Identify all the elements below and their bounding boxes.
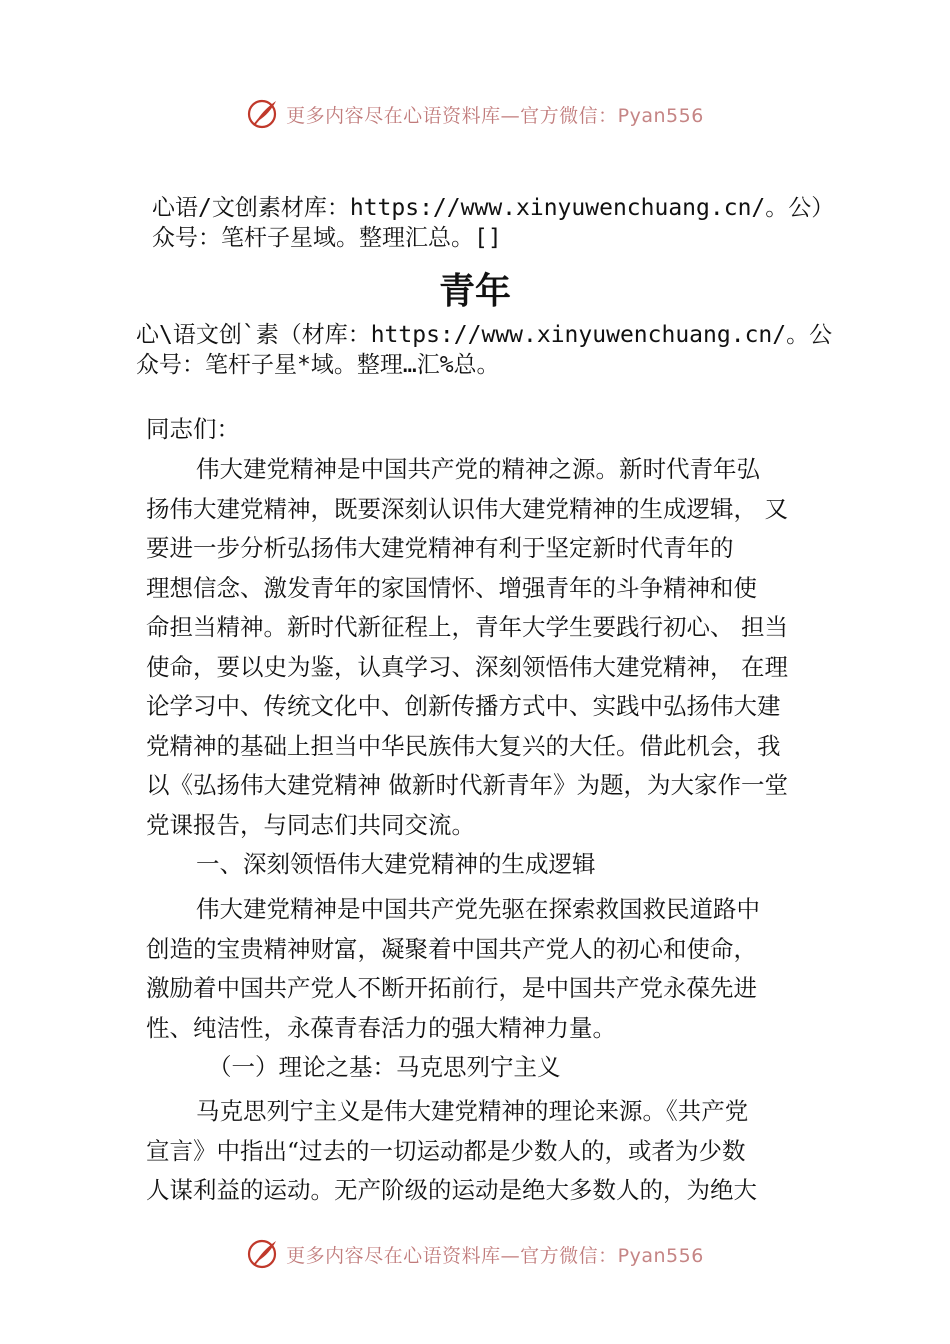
paragraph-line: 论学习中、传统文化中、创新传播方式中、实践中弘扬伟大建 xyxy=(146,692,781,720)
section-heading-2 xyxy=(146,1048,836,1088)
paragraph-line: 性、纯洁性，永葆青春活力的强大精神力量。 xyxy=(146,1013,616,1042)
section-heading-text: 一、深刻领悟伟大建党精神的生成逻辑 xyxy=(196,850,596,878)
paragraph-line: 宣言》中指出“过去的一切运动都是少数人的，或者为少数 xyxy=(146,1136,746,1165)
paragraph-line: 命担当精神。新时代新征程上，青年大学生要践行初心、 担当 xyxy=(146,613,788,641)
quill-logo-icon xyxy=(246,1237,280,1271)
source-note-1-line-2: 众号：笔杆子星域。整理汇总。[] xyxy=(152,225,502,251)
section-heading-text: （一）理论之基：马克思列宁主义 xyxy=(208,1053,561,1081)
source-note-1 xyxy=(152,193,834,253)
document-title: 青年 xyxy=(438,270,511,312)
watermark-text xyxy=(286,1241,704,1268)
source-note-2-line-2: 众号：笔杆子星*域。整理…汇%总。 xyxy=(136,352,500,378)
paragraph-line: 党精神的基础上担当中华民族伟大复兴的大任。借此机会，我 xyxy=(146,731,781,760)
watermark-label: 更多内容尽在心语资料库—官方微信： xyxy=(286,104,618,127)
paragraph-line: 以《弘扬伟大建党精神 做新时代新青年》为题，为大家作一堂 xyxy=(146,771,788,799)
watermark-text xyxy=(286,101,704,128)
paragraph-3 xyxy=(146,1092,836,1211)
quill-logo-icon xyxy=(246,97,280,131)
paragraph-1 xyxy=(146,450,836,845)
source-note-2-line-1: 心\语文创`素（材库：https://www.xinyuwenchuang.cn/。公 xyxy=(136,322,833,348)
paragraph-line: 伟大建党精神是中国共产党的精神之源。新时代青年弘 xyxy=(196,455,760,483)
paragraph-line: 激励着中国共产党人不断开拓前行，是中国共产党永葆先进 xyxy=(146,974,757,1002)
paragraph-line: 人谋利益的运动。无产阶级的运动是绝大多数人的，为绝大 xyxy=(146,1176,757,1204)
watermark-label: 更多内容尽在心语资料库—官方微信： xyxy=(286,1244,618,1267)
watermark-wechat-id: Pyan556 xyxy=(617,1244,704,1267)
source-note-1-line-1: 心语/文创素材库：https://www.xinyuwenchuang.cn/。公） xyxy=(152,195,835,221)
paragraph-line: 要进一步分析弘扬伟大建党精神有利于坚定新时代青年的 xyxy=(146,534,734,562)
footer-watermark xyxy=(0,1234,950,1274)
source-note-2 xyxy=(136,320,832,380)
section-heading-1 xyxy=(146,845,836,885)
paragraph-line: 党课报告，与同志们共同交流。 xyxy=(146,810,475,839)
paragraph-line: 扬伟大建党精神，既要深刻认识伟大建党精神的生成逻辑， 又 xyxy=(146,494,788,523)
paragraph-2 xyxy=(146,890,836,1048)
paragraph-line: 创造的宝贵精神财富，凝聚着中国共产党人的初心和使命， xyxy=(146,934,757,963)
paragraph-line: 理想信念、激发青年的家国情怀、增强青年的斗争精神和使 xyxy=(146,573,757,602)
salutation: 同志们： xyxy=(146,415,240,443)
paragraph-line: 使命，要以史为鉴，认真学习、深刻领悟伟大建党精神， 在理 xyxy=(146,652,788,681)
watermark-wechat-id: Pyan556 xyxy=(617,104,704,127)
paragraph-line: 马克思列宁主义是伟大建党精神的理论来源。《共产党 xyxy=(196,1097,749,1125)
header-watermark xyxy=(0,94,950,134)
paragraph-line: 伟大建党精神是中国共产党先驱在探索救国救民道路中 xyxy=(196,895,760,923)
